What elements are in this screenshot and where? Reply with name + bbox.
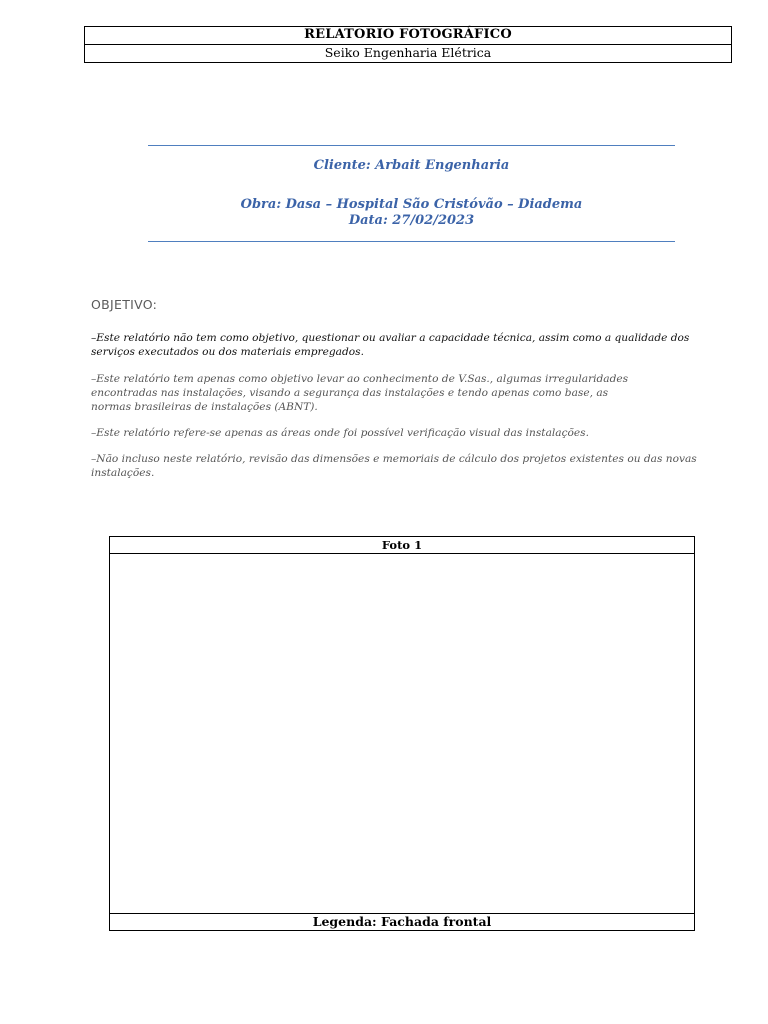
photo-caption: Legenda: Fachada frontal	[110, 913, 694, 930]
objective-paragraph-4: –Não incluso neste relatório, revisão das dimensões e memoriais de cálculo dos projetos existentes ou das novas instalações.	[91, 453, 697, 479]
company-name: Seiko Engenharia Elétrica	[324, 45, 492, 60]
report-title: RELATORIO FOTOGRÁFICO	[85, 27, 731, 45]
photo-title: Foto 1	[110, 537, 694, 554]
objective-heading: OBJETIVO:	[91, 297, 158, 312]
objective-paragraph-3: –Este relatório refere-se apenas as áreas onde foi possível verificação visual das instalações.	[91, 427, 589, 439]
objective-paragraph-1: –Este relatório não tem como objetivo, questionar ou avaliar a capacidade técnica, assim como a qualidade dos serviços executados ou dos materiais empregados.	[91, 332, 690, 358]
client-line: Cliente: Arbait Engenharia	[313, 158, 510, 173]
photo-table	[109, 536, 695, 931]
report-header-table	[84, 26, 732, 63]
obra-line: Obra: Dasa – Hospital São Cristóvão – Diadema	[240, 197, 583, 212]
photo-placeholder	[110, 554, 694, 913]
objective-paragraph-2: –Este relatório tem apenas como objetivo levar ao conhecimento de V.Sas., algumas irregularidades encontradas nas instalações, visando a segurança das instalações e tendo apenas como base, as normas brasileiras de instalações (ABNT).	[91, 373, 629, 413]
bottom-divider	[148, 241, 675, 242]
top-divider	[148, 145, 675, 146]
date-line: Data: 27/02/2023	[348, 213, 475, 228]
